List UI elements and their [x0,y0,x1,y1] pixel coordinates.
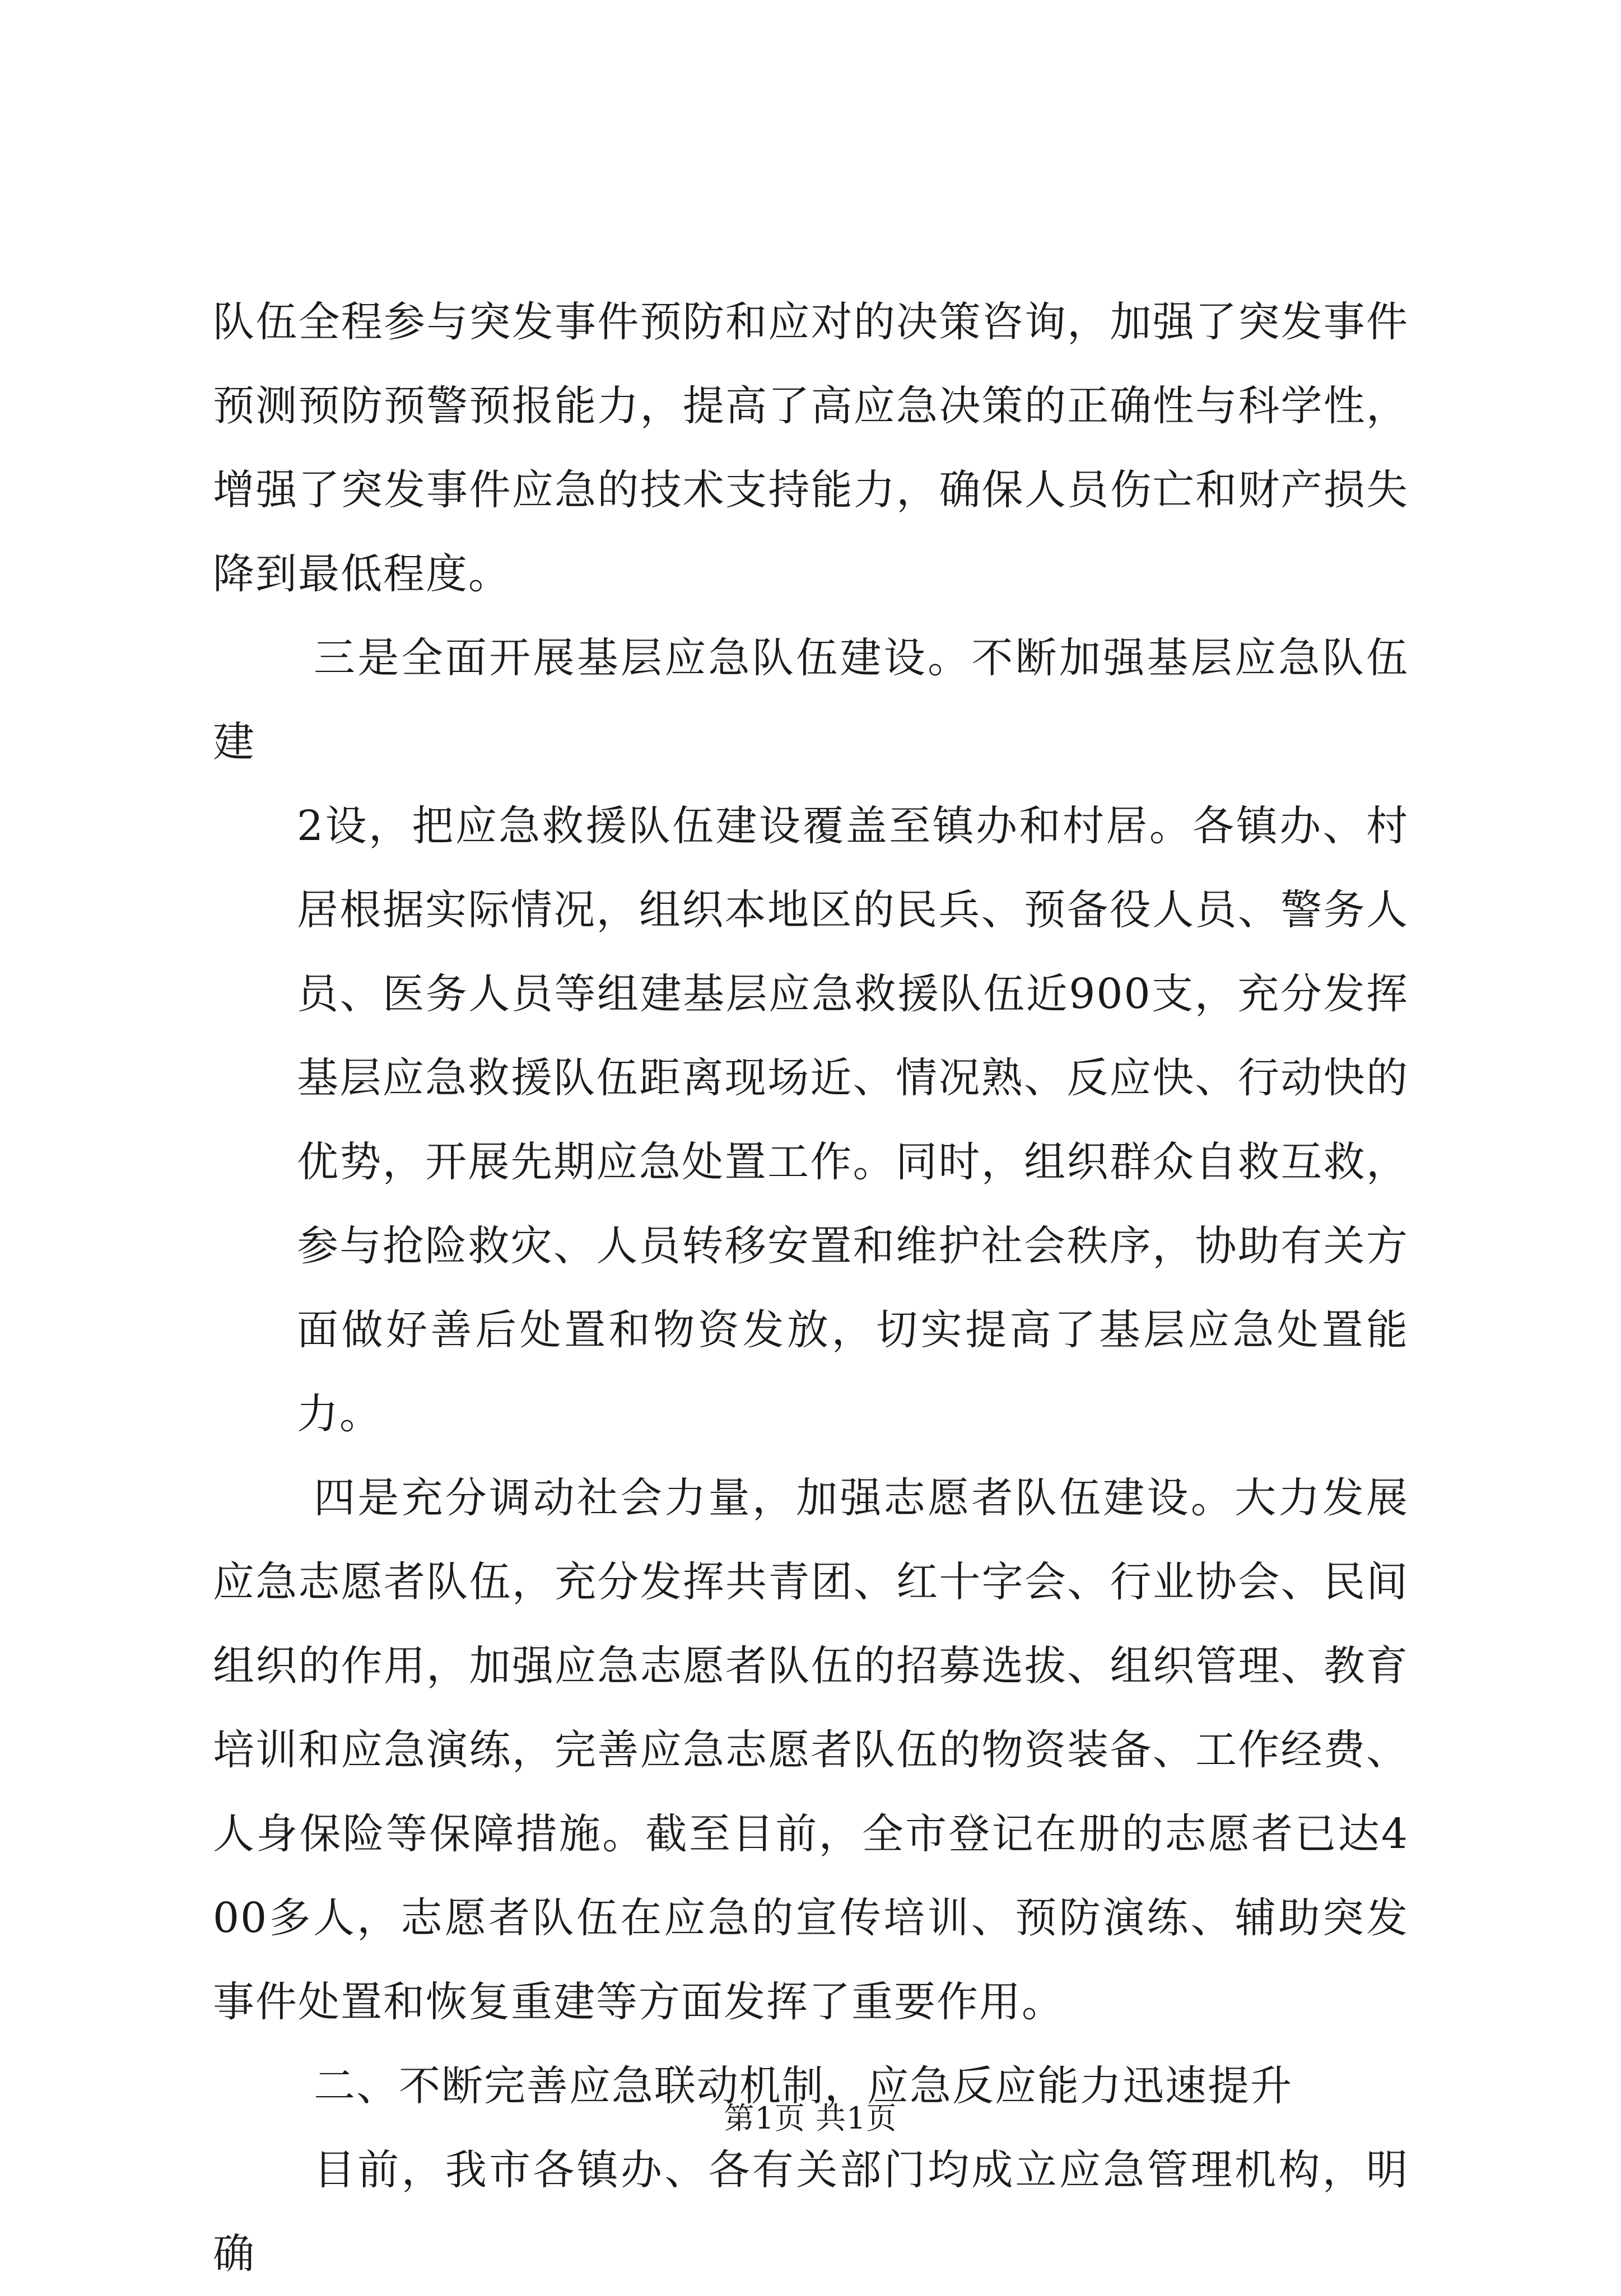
paragraph-continuation: 队伍全程参与突发事件预防和应对的决策咨询，加强了突发事件预测预防预警预报能力，提高了高应急决策的正确性与科学性，增强了突发事件应急的技术支持能力，确保人员伤亡和财产损失降到最低程度。 [213,298,1409,598]
paragraph-grassroots-teams: 三是全面开展基层应急队伍建设。不断加强基层应急队伍建 [213,634,1409,766]
paragraph-grassroots-teams-cont [213,784,1409,1456]
page-footer: 第1页 共1页 [724,2101,897,2136]
section-heading: 二、不断完善应急联动机制，应急反应能力迅速提升 [314,2062,1293,2110]
paragraph-volunteers: 四是充分调动社会力量，加强志愿者队伍建设。大力发展应急志愿者队伍，充分发挥共青团、红十字会、行业协会、民间组织的作用，加强应急志愿者队伍的招募选拔、组织管理、教育培训和应急演练，完善应急志愿者队伍的物资装备、工作经费、人身保险等保障措施。截至目前，全市登记在册的志愿者已达400多人，志愿者队伍在应急的宣传培训、预防演练、辅助突发事件处置和恢复重建等方面发挥了重要作用。 [213,1474,1409,2026]
document-body [213,280,1409,2296]
paragraph-linkage: 目前，我市各镇办、各有关部门均成立应急管理机构，明确 [213,2146,1409,2278]
paragraph-grassroots-text: 2设，把应急救援队伍建设覆盖至镇办和村居。各镇办、村居根据实际情况，组织本地区的民兵、预备役人员、警务人员、医务人员等组建基层应急救援队伍近900支，充分发挥基层应急救援队伍距离现场近、情况熟、反应快、行动快的优势，开展先期应急处置工作。同时，组织群众自救互救，参与抢险救灾、人员转移安置和维护社会秩序，协助有关方面做好善后处置和物资发放，切实提高了基层应急处置能力。 [297,802,1409,1438]
